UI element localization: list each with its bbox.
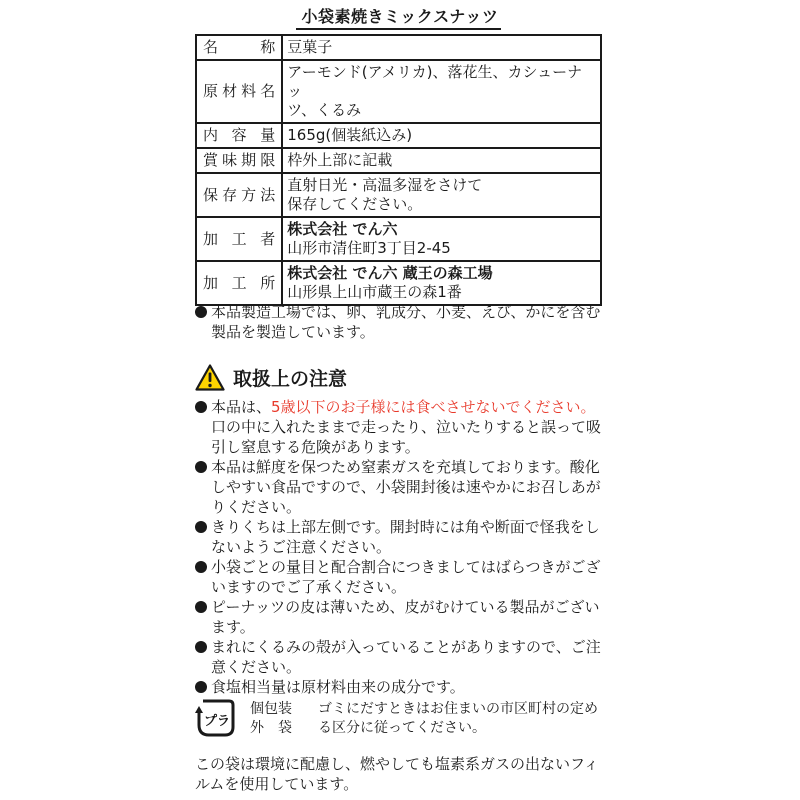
- bullet-icon: [195, 401, 207, 413]
- recycle-description: ゴミにだすときはお住まいの市区町村の定める区分に従ってください。: [318, 701, 598, 736]
- spec-row-factory: [196, 261, 601, 305]
- bullet-icon: [195, 306, 207, 318]
- list-item: 本品製造工場では、卵、乳成分、小麦、えび、かにを含む製品を製造しています。: [195, 302, 610, 342]
- bullet-icon: [195, 461, 207, 473]
- spec-label: 原材料名: [196, 60, 282, 123]
- list-item: 小袋ごとの量目と配合割合につきましてはばらつきがございますのでご了承ください。: [195, 557, 610, 597]
- warning-icon: [195, 364, 225, 391]
- list-item: きりくちは上部左側です。開封時には角や断面で怪我をしないようご注意ください。: [195, 517, 610, 557]
- spec-value: 豆菓子: [282, 35, 601, 60]
- product-title: 小袋素焼きミックスナッツ: [301, 7, 499, 26]
- spec-value: 株式会社 でん六 蔵王の森工場 山形県上山市蔵王の森1番: [282, 261, 601, 305]
- caution-list: [195, 397, 610, 697]
- bullet-icon: [195, 681, 207, 693]
- bullet-icon: [195, 641, 207, 653]
- spec-label: 保存方法: [196, 173, 282, 217]
- eco-note: この袋は環境に配慮し、燃やしても塩素系ガスの出ないフィルムを使用しています。: [195, 755, 599, 793]
- spec-row-content: [196, 123, 601, 148]
- spec-value: 165g(個装紙込み): [282, 123, 601, 148]
- spec-label: 名称: [196, 35, 282, 60]
- list-item: 本品は鮮度を保つため窒素ガスを充填しております。酸化しやすい食品ですので、小袋開封後は速やかにお召しあがりください。: [195, 457, 610, 517]
- recycle-mark-text: プラ: [203, 714, 231, 729]
- title-underline: [296, 28, 501, 30]
- spec-value: 枠外上部に記載: [282, 148, 601, 173]
- spec-value: 株式会社 でん六 山形市清住町3丁目2-45: [282, 217, 601, 261]
- spec-label: 加工者: [196, 217, 282, 261]
- allergen-note: [195, 302, 610, 342]
- list-item: まれにくるみの殻が入っていることがありますので、ご注意ください。: [195, 637, 610, 677]
- spec-table: [195, 34, 602, 306]
- package-labels: 個包装 外 袋: [250, 701, 292, 736]
- spec-row-processor: [196, 217, 601, 261]
- spec-row-expiry: [196, 148, 601, 173]
- bullet-icon: [195, 601, 207, 613]
- list-item: 本品は、5歳以下のお子様には食べさせないでください。口の中に入れたままで走ったり、泣いたりすると誤って吸引し窒息する危険があります。: [195, 397, 610, 457]
- bullet-icon: [195, 521, 207, 533]
- bullet-icon: [195, 561, 207, 573]
- list-item: 食塩相当量は原材料由来の成分です。: [195, 677, 610, 697]
- warning-text-red: 5歳以下のお子様には食べさせないでください。: [271, 398, 596, 416]
- spec-row-name: [196, 35, 601, 60]
- recycle-pla-icon: [195, 697, 237, 739]
- spec-label: 加工所: [196, 261, 282, 305]
- spec-row-storage: [196, 173, 601, 217]
- spec-label: 賞味期限: [196, 148, 282, 173]
- spec-value: 直射日光・高温多湿をさけて 保存してください。: [282, 173, 601, 217]
- spec-value: アーモンド(アメリカ)、落花生、カシューナッ ツ、くるみ: [282, 60, 601, 123]
- list-item: ピーナッツの皮は薄いため、皮がむけている製品がございます。: [195, 597, 610, 637]
- spec-label: 内容量: [196, 123, 282, 148]
- spec-row-ingredients: [196, 60, 601, 123]
- caution-heading: 取扱上の注意: [233, 367, 348, 390]
- caution-header: [195, 362, 347, 392]
